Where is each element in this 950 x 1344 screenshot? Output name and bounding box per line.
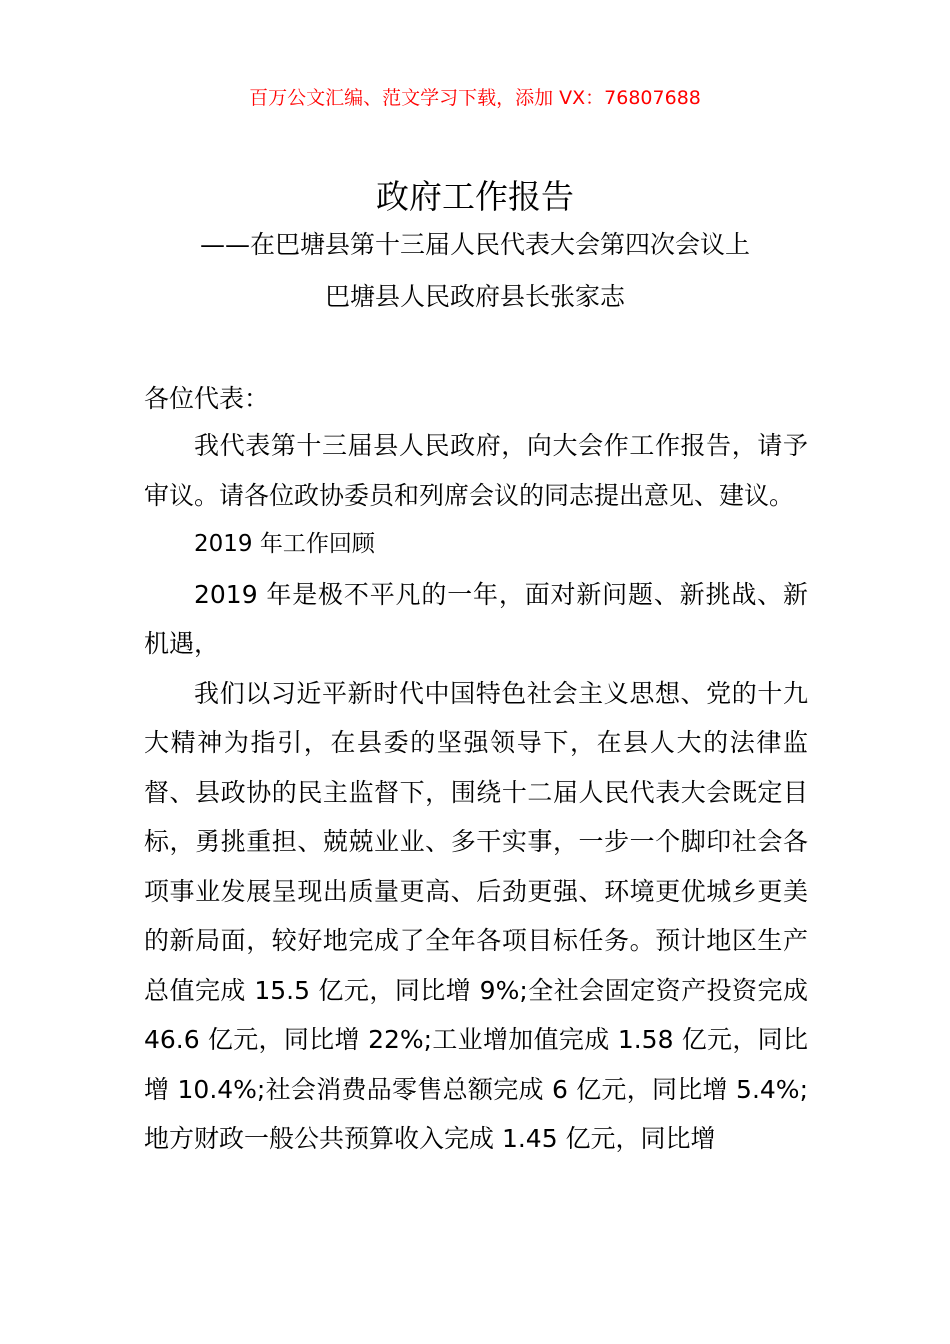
paragraph-intro: 我代表第十三届县人民政府，向大会作工作报告，请予审议。请各位政协委员和列席会议的同志提出意见、建议。	[144, 431, 808, 510]
section-heading: 2019 年工作回顾	[194, 531, 375, 557]
page-subtitle: ——在巴塘县第十三届人民代表大会第四次会议上	[199, 230, 750, 259]
salutation	[144, 374, 808, 424]
author-line: 巴塘县人民政府县长张家志	[324, 282, 625, 311]
paragraph-achievements: 我们以习近平新时代中国特色社会主义思想、党的十九大精神为指引，在县委的坚强领导下，在县人大的法律监督、县政协的民主监督下，围绕十二届人民代表大会既定目标，勇挑重担、兢兢业业、多干实事，一步一个脚印社会各项事业发展呈现出质量更高、后劲更强、环境更优城乡更美的新局面，较好地完成了全年各项目标任务。预计地区生产总值完成 15.5 亿元，同比增 9%;全社会固定资产投资完成 46.6 亿元，同比增 22%;工业增加值完成 1.58 亿元，同比增 10.4%;社会消费品零售总额完成 6 亿元，同比增 5.4%;地方财政一般公共预算收入完成 1.45 亿元，同比增	[144, 678, 808, 1153]
watermark-banner: 百万公文汇编、范文学习下载，添加 VX：76807688	[249, 87, 701, 109]
body-content	[144, 421, 808, 1164]
paragraph-review-lead: 2019 年是极不平凡的一年，面对新问题、新挑战、新机遇，	[144, 579, 808, 658]
page-title: 政府工作报告	[376, 177, 574, 216]
salutation-text: 各位代表：	[144, 384, 270, 413]
